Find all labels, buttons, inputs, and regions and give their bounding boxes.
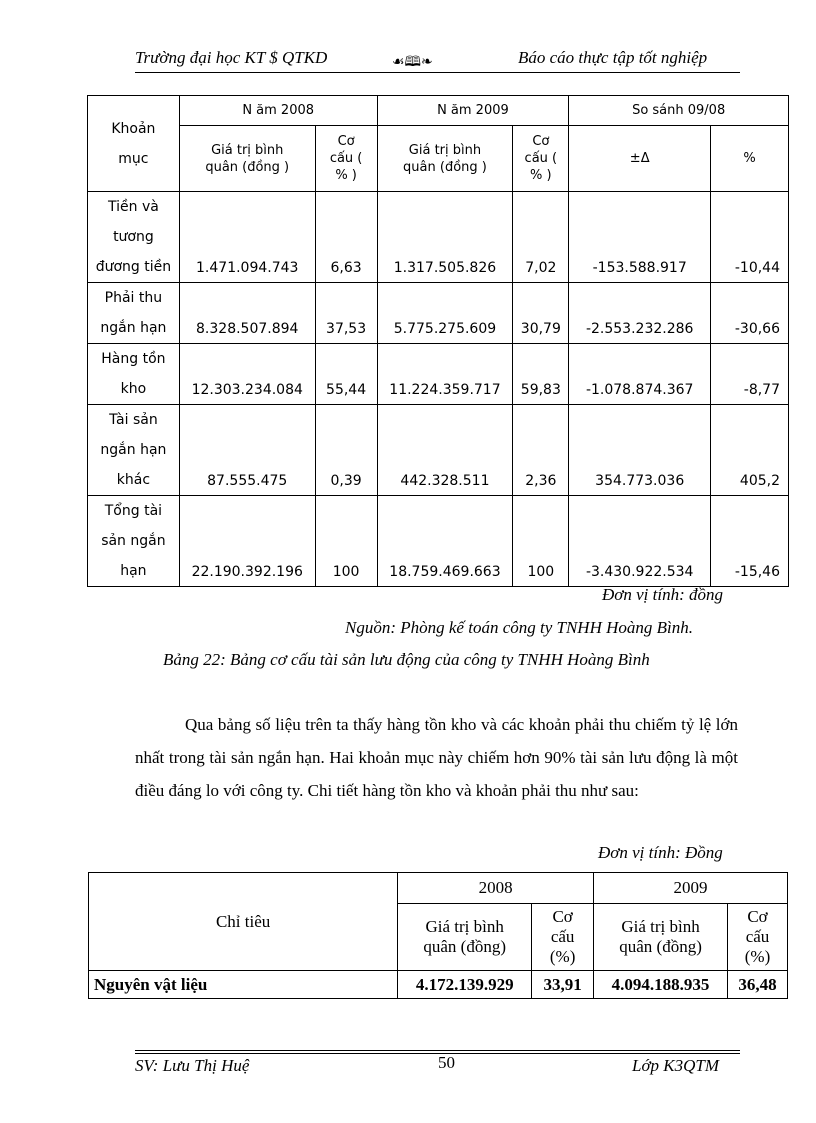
cell-value-2008: 22.190.392.196	[179, 496, 315, 587]
cell-share-2009: 100	[513, 496, 569, 587]
footer-rule	[135, 1050, 740, 1051]
table-row	[88, 405, 789, 496]
cell-value-2008: 87.555.475	[179, 405, 315, 496]
cell-share-2008: 100	[315, 496, 377, 587]
sub-share-2008	[315, 126, 377, 192]
cell-share-2009: 7,02	[513, 192, 569, 283]
asset-structure-table	[87, 95, 789, 587]
t2-sub-share-2009-label: Cơ cấu (%)	[744, 907, 771, 966]
t2-cell-value-2009: 4.094.188.935	[594, 971, 728, 999]
cell-value-2009: 1.317.505.826	[377, 192, 513, 283]
row-name	[88, 283, 180, 344]
cell-delta: -153.588.917	[569, 192, 711, 283]
table-caption: Bảng 22: Bảng cơ cấu tài sản lưu động của công ty TNHH Hoàng Bình	[163, 650, 650, 669]
row-name-line: ngắn hạn	[100, 320, 167, 336]
table-row	[88, 192, 789, 283]
page-number: 50	[438, 1053, 455, 1072]
t2-sub-share-2009	[728, 904, 788, 971]
cell-pct: 405,2	[711, 405, 789, 496]
header-ornament-icon: ☙🕮❧	[392, 55, 433, 70]
row-name-line: Tổng tài	[104, 503, 163, 519]
cell-pct: -8,77	[711, 344, 789, 405]
cell-delta: -3.430.922.534	[569, 496, 711, 587]
cell-share-2009: 30,79	[513, 283, 569, 344]
group-2008-header: N ăm 2008	[179, 96, 377, 126]
row-name-line: hạn	[120, 563, 147, 579]
row-name-line: ngắn hạn	[100, 442, 167, 458]
sub-share-2009-label: Cơ cấu ( % )	[524, 134, 558, 183]
cell-pct: -10,44	[711, 192, 789, 283]
sub-pct: %	[711, 126, 789, 192]
cell-value-2009: 11.224.359.717	[377, 344, 513, 405]
t2-sub-value-2008	[398, 904, 532, 971]
inventory-detail-table	[88, 872, 788, 999]
table-row	[88, 283, 789, 344]
cell-value-2008: 8.328.507.894	[179, 283, 315, 344]
row-name-line: Phải thu	[104, 290, 163, 306]
t2-group-2009: 2009	[594, 873, 788, 904]
sub-delta: ±Δ	[569, 126, 711, 192]
col-item-label: Khoản mục	[111, 120, 156, 167]
t2-sub-share-2008	[532, 904, 594, 971]
row-name-line: Tiền và	[108, 199, 159, 215]
sub-share-2008-label: Cơ cấu ( % )	[329, 134, 363, 183]
cell-share-2008: 6,63	[315, 192, 377, 283]
footer-student: SV: Lưu Thị Huệ	[135, 1056, 250, 1075]
cell-share-2009: 59,83	[513, 344, 569, 405]
body-paragraph	[135, 708, 738, 807]
cell-pct: -15,46	[711, 496, 789, 587]
t2-cell-share-2009: 36,48	[728, 971, 788, 999]
t2-cell-share-2008: 33,91	[532, 971, 594, 999]
unit-note: Đơn vị tính: đồng	[602, 585, 723, 604]
row-name	[88, 192, 180, 283]
group-2009-header: N ăm 2009	[377, 96, 569, 126]
sub-value-2009	[377, 126, 513, 192]
row-name-line: kho	[120, 381, 147, 397]
table-row	[89, 971, 788, 999]
footer-class: Lớp K3QTM	[632, 1056, 720, 1075]
cell-value-2008: 1.471.094.743	[179, 192, 315, 283]
cell-value-2009: 5.775.275.609	[377, 283, 513, 344]
table-row	[88, 344, 789, 405]
row-name	[88, 496, 180, 587]
paragraph-text: Qua bảng số liệu trên ta thấy hàng tồn kho và các khoản phải thu chiếm tỷ lệ lớn nhất trong tài sản ngắn hạn. Hai khoản mục này chiếm hơn 90% tài sản lưu động là một điều đáng lo với công ty. Chi tiết hàng tồn kho và khoản phải thu như sau:	[135, 715, 738, 800]
t2-sub-value-2009-label: Giá trị bình quân (đồng)	[619, 917, 702, 956]
cell-share-2008: 0,39	[315, 405, 377, 496]
t2-sub-value-2008-label: Giá trị bình quân (đồng)	[423, 917, 507, 956]
sub-value-2008-label: Giá trị bình quân (đồng )	[205, 142, 290, 175]
cell-value-2009: 442.328.511	[377, 405, 513, 496]
source-note: Nguồn: Phòng kế toán công ty TNHH Hoàng Bình.	[345, 618, 693, 637]
group-compare-header: So sánh 09/08	[569, 96, 789, 126]
row-name-line: khác	[116, 472, 151, 488]
sub-value-2008	[179, 126, 315, 192]
row-name	[88, 405, 180, 496]
t2-sub-share-2008-label: Cơ cấu (%)	[549, 907, 576, 966]
cell-pct: -30,66	[711, 283, 789, 344]
cell-value-2008: 12.303.234.084	[179, 344, 315, 405]
cell-delta: -2.553.232.286	[569, 283, 711, 344]
table-row	[88, 496, 789, 587]
t2-sub-value-2009	[594, 904, 728, 971]
row-name-line: đương tiền	[95, 259, 172, 275]
header-school: Trường đại học KT $ QTKD	[135, 48, 328, 67]
sub-share-2009	[513, 126, 569, 192]
header-report-title: Báo cáo thực tập tốt nghiệp	[518, 48, 708, 67]
t2-group-2008: 2008	[398, 873, 594, 904]
header-rule	[135, 72, 740, 73]
cell-delta: -1.078.874.367	[569, 344, 711, 405]
unit-note-2: Đơn vị tính: Đồng	[598, 843, 723, 862]
cell-share-2008: 55,44	[315, 344, 377, 405]
row-name	[88, 344, 180, 405]
row-name-line: Hàng tồn	[101, 351, 166, 367]
cell-share-2008: 37,53	[315, 283, 377, 344]
row-name-line: tương	[113, 229, 154, 245]
cell-value-2009: 18.759.469.663	[377, 496, 513, 587]
t2-row-name: Nguyên vật liệu	[89, 971, 398, 999]
t2-col-item-header: Chỉ tiêu	[89, 873, 398, 971]
sub-value-2009-label: Giá trị bình quân (đồng )	[403, 142, 487, 175]
cell-delta: 354.773.036	[569, 405, 711, 496]
col-item-header	[88, 96, 180, 192]
cell-share-2009: 2,36	[513, 405, 569, 496]
row-name-line: sản ngắn	[101, 533, 166, 549]
t2-cell-value-2008: 4.172.139.929	[398, 971, 532, 999]
row-name-line: Tài sản	[109, 412, 158, 428]
